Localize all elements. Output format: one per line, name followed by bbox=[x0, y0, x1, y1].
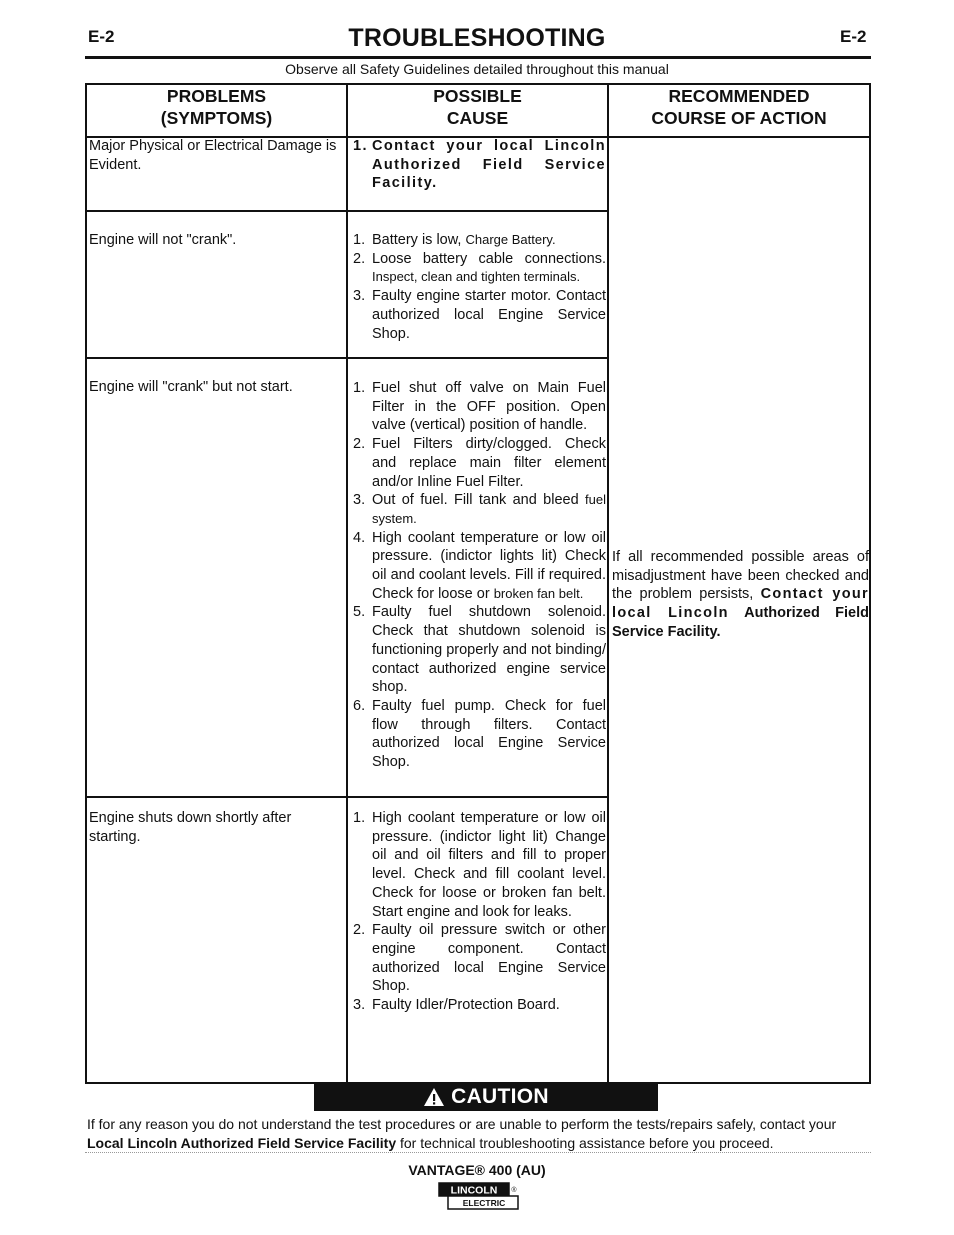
problem-cell: Engine shuts down shortly after starting. bbox=[89, 810, 292, 845]
cause-text: Faulty engine starter motor. Contact authorized local Engine Service Shop. bbox=[372, 288, 606, 342]
cause-number: 3. bbox=[353, 492, 366, 509]
column-divider-1 bbox=[346, 83, 348, 1084]
cause-item bbox=[353, 529, 606, 604]
cause-item bbox=[353, 379, 606, 435]
cause-item bbox=[353, 137, 606, 193]
cause-note: broken fan belt. bbox=[493, 585, 584, 601]
column-header-action bbox=[609, 85, 869, 135]
cause-text: Faulty oil pressure switch or other engine component. Contact authorized local Engine Service Shop. bbox=[372, 922, 606, 995]
action-text: If all recommended possible areas of misadjustment have been checked and the problem persists, bbox=[612, 549, 869, 603]
cause-list bbox=[353, 809, 606, 1015]
column-header-line: CAUSE bbox=[446, 108, 509, 128]
cause-text: Faulty Idler/Protection Board. bbox=[372, 997, 560, 1014]
cause-item bbox=[353, 435, 606, 491]
problem-cell: Engine will not "crank". bbox=[89, 232, 237, 248]
cause-item bbox=[353, 809, 606, 921]
cause-number: 2. bbox=[353, 250, 366, 267]
lincoln-electric-logo bbox=[438, 1182, 520, 1210]
caution-label: CAUTION bbox=[451, 1085, 549, 1108]
logo-top-text: LINCOLN bbox=[450, 1184, 498, 1197]
cause-number: 2. bbox=[353, 436, 366, 453]
page-code-right: E-2 bbox=[840, 27, 867, 46]
caution-text bbox=[87, 1115, 871, 1152]
cause-list bbox=[353, 379, 606, 772]
cause-text: High coolant temperature or low oil pressure. (indictor light lit) Change oil and oil filters and fill to proper level. Check and fill coolant level. Check for loose or broken fan belt. Start engine and look for leaks. bbox=[372, 810, 606, 920]
cause-number: 1. bbox=[353, 232, 366, 248]
action-bold-line-1: Contact your local Lincoln bbox=[612, 586, 869, 622]
logo-bottom-text: ELECTRIC bbox=[462, 1198, 506, 1208]
cause-number: 4. bbox=[353, 529, 366, 546]
action-bold-line-2: Authorized Field Service Facility. bbox=[612, 605, 869, 640]
cause-text: Contact your local Lincoln Authorized Field Service Facility. bbox=[372, 138, 606, 192]
cause-number: 2. bbox=[353, 922, 366, 939]
cause-text: Faulty fuel shutdown solenoid. Check that shutdown solenoid is functioning properly and not binding/ contact authorized engine service shop. bbox=[372, 604, 606, 696]
cause-number: 1. bbox=[353, 810, 366, 826]
cause-item bbox=[353, 250, 606, 287]
row-divider bbox=[85, 796, 609, 798]
page-code-left: E-2 bbox=[88, 27, 115, 46]
row-divider bbox=[85, 357, 609, 359]
column-header-line: RECOMMENDED bbox=[668, 86, 810, 106]
cause-item bbox=[353, 491, 606, 528]
cause-item bbox=[353, 603, 606, 697]
cause-number: 1. bbox=[353, 138, 368, 154]
cause-text: Fuel Filters dirty/clogged. Check and replace main filter element and/or Inline Fuel Filter. bbox=[372, 436, 606, 490]
cause-item bbox=[353, 287, 606, 343]
problem-cell: Engine will "crank" but not start. bbox=[89, 379, 293, 395]
cause-note: Charge Battery. bbox=[465, 232, 556, 247]
caution-text-main: If for any reason you do not understand the test procedures or are unable to perform the tests/repairs safely, contact your bbox=[87, 1116, 837, 1132]
column-header-line: COURSE OF ACTION bbox=[651, 108, 827, 128]
column-header-line: POSSIBLE bbox=[433, 86, 522, 106]
safety-note: Observe all Safety Guidelines detailed throughout this manual bbox=[285, 61, 669, 77]
column-header-problems bbox=[87, 85, 346, 135]
cause-text: Loose battery cable connections. bbox=[372, 250, 606, 267]
problem-cell: Major Physical or Electrical Damage is Evident. bbox=[89, 138, 337, 173]
cause-number: 5. bbox=[353, 604, 366, 621]
cause-text: Faulty fuel pump. Check for fuel flow through filters. Contact authorized local Engine Service Shop. bbox=[372, 697, 606, 771]
title-rule bbox=[85, 56, 871, 59]
caution-banner bbox=[314, 1083, 658, 1111]
column-header-line: (SYMPTOMS) bbox=[160, 108, 273, 128]
page-title: TROUBLESHOOTING bbox=[348, 24, 606, 52]
cause-note: fuel system. bbox=[372, 492, 606, 526]
cause-text: Battery is low, bbox=[372, 232, 462, 248]
cause-number: 6. bbox=[353, 697, 366, 714]
table-right-border bbox=[869, 83, 871, 1084]
column-divider-2 bbox=[607, 83, 609, 1084]
product-name: VANTAGE® 400 (AU) bbox=[408, 1162, 546, 1178]
warning-icon bbox=[423, 1087, 445, 1107]
cause-list bbox=[353, 231, 606, 343]
table-left-border bbox=[85, 83, 87, 1084]
caution-text-end: for technical troubleshooting assistance before you proceed. bbox=[400, 1134, 774, 1151]
cause-item bbox=[353, 921, 606, 996]
cause-item bbox=[353, 231, 606, 250]
column-header-cause bbox=[348, 85, 607, 135]
caution-text-bold: Local Lincoln Authorized Field Service Facility bbox=[87, 1134, 397, 1151]
cause-number: 3. bbox=[353, 288, 366, 305]
cause-note: Inspect, clean and tighten terminals. bbox=[372, 269, 581, 285]
row-divider bbox=[85, 210, 609, 212]
cause-text: Out of fuel. Fill tank and bleed bbox=[372, 492, 579, 509]
recommended-action bbox=[612, 548, 869, 642]
column-header-line: PROBLEMS bbox=[166, 86, 267, 106]
cause-list bbox=[353, 137, 606, 193]
cause-item bbox=[353, 697, 606, 772]
cause-number: 1. bbox=[353, 380, 366, 396]
footer-divider bbox=[85, 1152, 871, 1153]
cause-number: 3. bbox=[353, 997, 366, 1014]
cause-text: Fuel shut off valve on Main Fuel Filter in the OFF position. Open valve (vertical) position of handle. bbox=[372, 380, 606, 434]
cause-text: High coolant temperature or low oil pressure. (indictor lights lit) Check oil and coolant levels. Fill if required. Check for loose or bbox=[372, 529, 606, 602]
logo-registered-mark: ® bbox=[511, 1187, 517, 1194]
cause-item bbox=[353, 996, 606, 1015]
